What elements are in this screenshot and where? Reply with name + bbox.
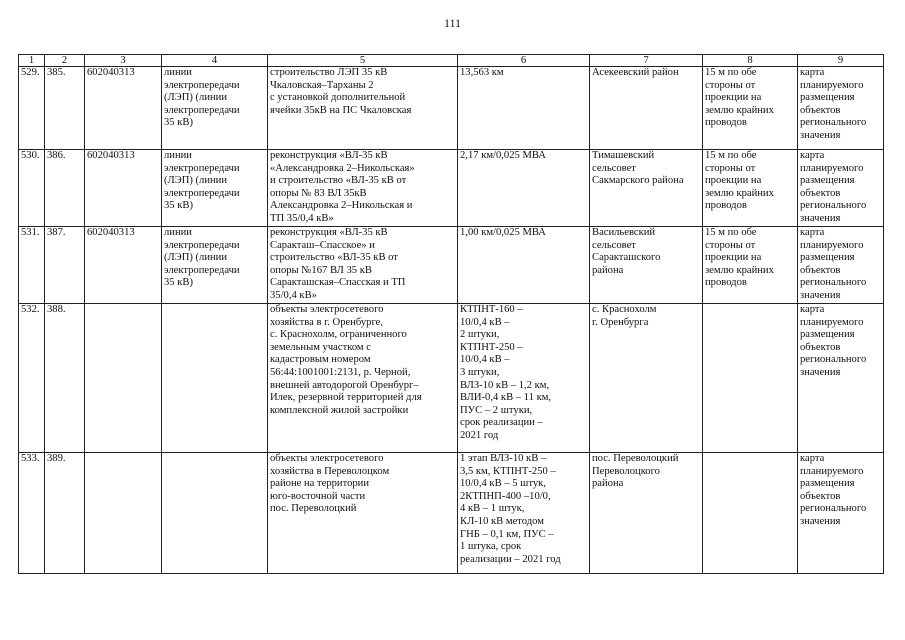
code-cell: 602040313 — [85, 227, 162, 304]
row-number-cell: 530. — [19, 150, 45, 227]
object-number-cell: 387. — [45, 227, 85, 304]
column-header-1: 1 — [19, 55, 45, 67]
purpose-cell: объекты электросетевого хозяйства в Переволоцком районе на территории юго-восточной части пос. Переволоцкий — [268, 453, 458, 574]
header-row — [19, 55, 884, 67]
location-cell: с. Краснохолм г. Оренбурга — [590, 304, 703, 453]
table-row — [19, 227, 884, 304]
object-type-cell — [162, 304, 268, 453]
column-header-4: 4 — [162, 55, 268, 67]
table-row — [19, 304, 884, 453]
code-cell: 602040313 — [85, 150, 162, 227]
row-number-cell: 533. — [19, 453, 45, 574]
code-cell — [85, 453, 162, 574]
object-type-cell: линии электропередачи (ЛЭП) (линии электропередачи 35 кВ) — [162, 227, 268, 304]
purpose-cell: строительство ЛЭП 35 кВ Чкаловская–Тарханы 2 с установкой дополнительной ячейки 35кВ на ПС Чкаловская — [268, 67, 458, 150]
row-number-cell: 531. — [19, 227, 45, 304]
table-row — [19, 67, 884, 150]
code-cell: 602040313 — [85, 67, 162, 150]
characteristics-cell: 2,17 км/0,025 МВА — [458, 150, 590, 227]
column-header-8: 8 — [703, 55, 798, 67]
column-header-9: 9 — [798, 55, 884, 67]
zone-cell: 15 м по обе стороны от проекции на землю крайних проводов — [703, 227, 798, 304]
table-row — [19, 150, 884, 227]
row-number-cell: 532. — [19, 304, 45, 453]
zone-cell — [703, 304, 798, 453]
location-cell: пос. Переволоцкий Переволоцкого района — [590, 453, 703, 574]
purpose-cell: реконструкция «ВЛ-35 кВ Саракташ–Спасское» и строительство «ВЛ-35 кВ от опоры №167 ВЛ 35 кВ Саракташская–Спасская и ТП 35/0,4 кВ» — [268, 227, 458, 304]
object-number-cell: 389. — [45, 453, 85, 574]
characteristics-cell: КТПНТ-160 – 10/0,4 кВ – 2 штуки, КТПНТ-250 – 10/0,4 кВ – 3 штуки, ВЛЗ-10 кВ – 1,2 км, ВЛИ-0,4 кВ – 11 км, ПУС – 2 штуки, срок реализации – 2021 год — [458, 304, 590, 453]
object-number-cell: 388. — [45, 304, 85, 453]
map-cell: карта планируемого размещения объектов регионального значения — [798, 453, 884, 574]
map-cell: карта планируемого размещения объектов регионального значения — [798, 150, 884, 227]
planning-table — [18, 54, 884, 574]
characteristics-cell: 13,563 км — [458, 67, 590, 150]
column-header-2: 2 — [45, 55, 85, 67]
object-type-cell — [162, 453, 268, 574]
map-cell: карта планируемого размещения объектов регионального значения — [798, 227, 884, 304]
map-cell: карта планируемого размещения объектов регионального значения — [798, 67, 884, 150]
map-cell: карта планируемого размещения объектов регионального значения — [798, 304, 884, 453]
object-type-cell: линии электропередачи (ЛЭП) (линии электропередачи 35 кВ) — [162, 150, 268, 227]
object-number-cell: 386. — [45, 150, 85, 227]
purpose-cell: реконструкция «ВЛ-35 кВ «Александровка 2–Никольская» и строительство «ВЛ-35 кВ от опоры № 83 ВЛ 35кВ Александровка 2–Никольская и ТП 35/0,4 кВ» — [268, 150, 458, 227]
location-cell: Асекеевский район — [590, 67, 703, 150]
location-cell: Тимашевский сельсовет Сакмарского района — [590, 150, 703, 227]
object-type-cell: линии электропередачи (ЛЭП) (линии электропередачи 35 кВ) — [162, 67, 268, 150]
purpose-cell: объекты электросетевого хозяйства в г. Оренбурге, с. Краснохолм, ограниченного земельным участком с кадастровым номером 56:44:1001001:2131, р. Черной, внешней автодорогой Оренбург– Илек, резервной территорией для комплексной жилой застройки — [268, 304, 458, 453]
zone-cell: 15 м по обе стороны от проекции на землю крайних проводов — [703, 150, 798, 227]
location-cell: Васильевский сельсовет Саракташского района — [590, 227, 703, 304]
column-header-5: 5 — [268, 55, 458, 67]
page-number: 111 — [443, 16, 462, 30]
object-number-cell: 385. — [45, 67, 85, 150]
column-header-3: 3 — [85, 55, 162, 67]
row-number-cell: 529. — [19, 67, 45, 150]
zone-cell: 15 м по обе стороны от проекции на землю крайних проводов — [703, 67, 798, 150]
table-row — [19, 453, 884, 574]
code-cell — [85, 304, 162, 453]
characteristics-cell: 1,00 км/0,025 МВА — [458, 227, 590, 304]
column-header-7: 7 — [590, 55, 703, 67]
characteristics-cell: 1 этап ВЛЗ-10 кВ – 3,5 км, КТПНТ-250 – 10/0,4 кВ – 5 штук, 2КТПНП-400 –10/0, 4 кВ – 1 штук, КЛ-10 кВ методом ГНБ – 0,1 км, ПУС – 1 штука, срок реализации – 2021 год — [458, 453, 590, 574]
zone-cell — [703, 453, 798, 574]
column-header-6: 6 — [458, 55, 590, 67]
